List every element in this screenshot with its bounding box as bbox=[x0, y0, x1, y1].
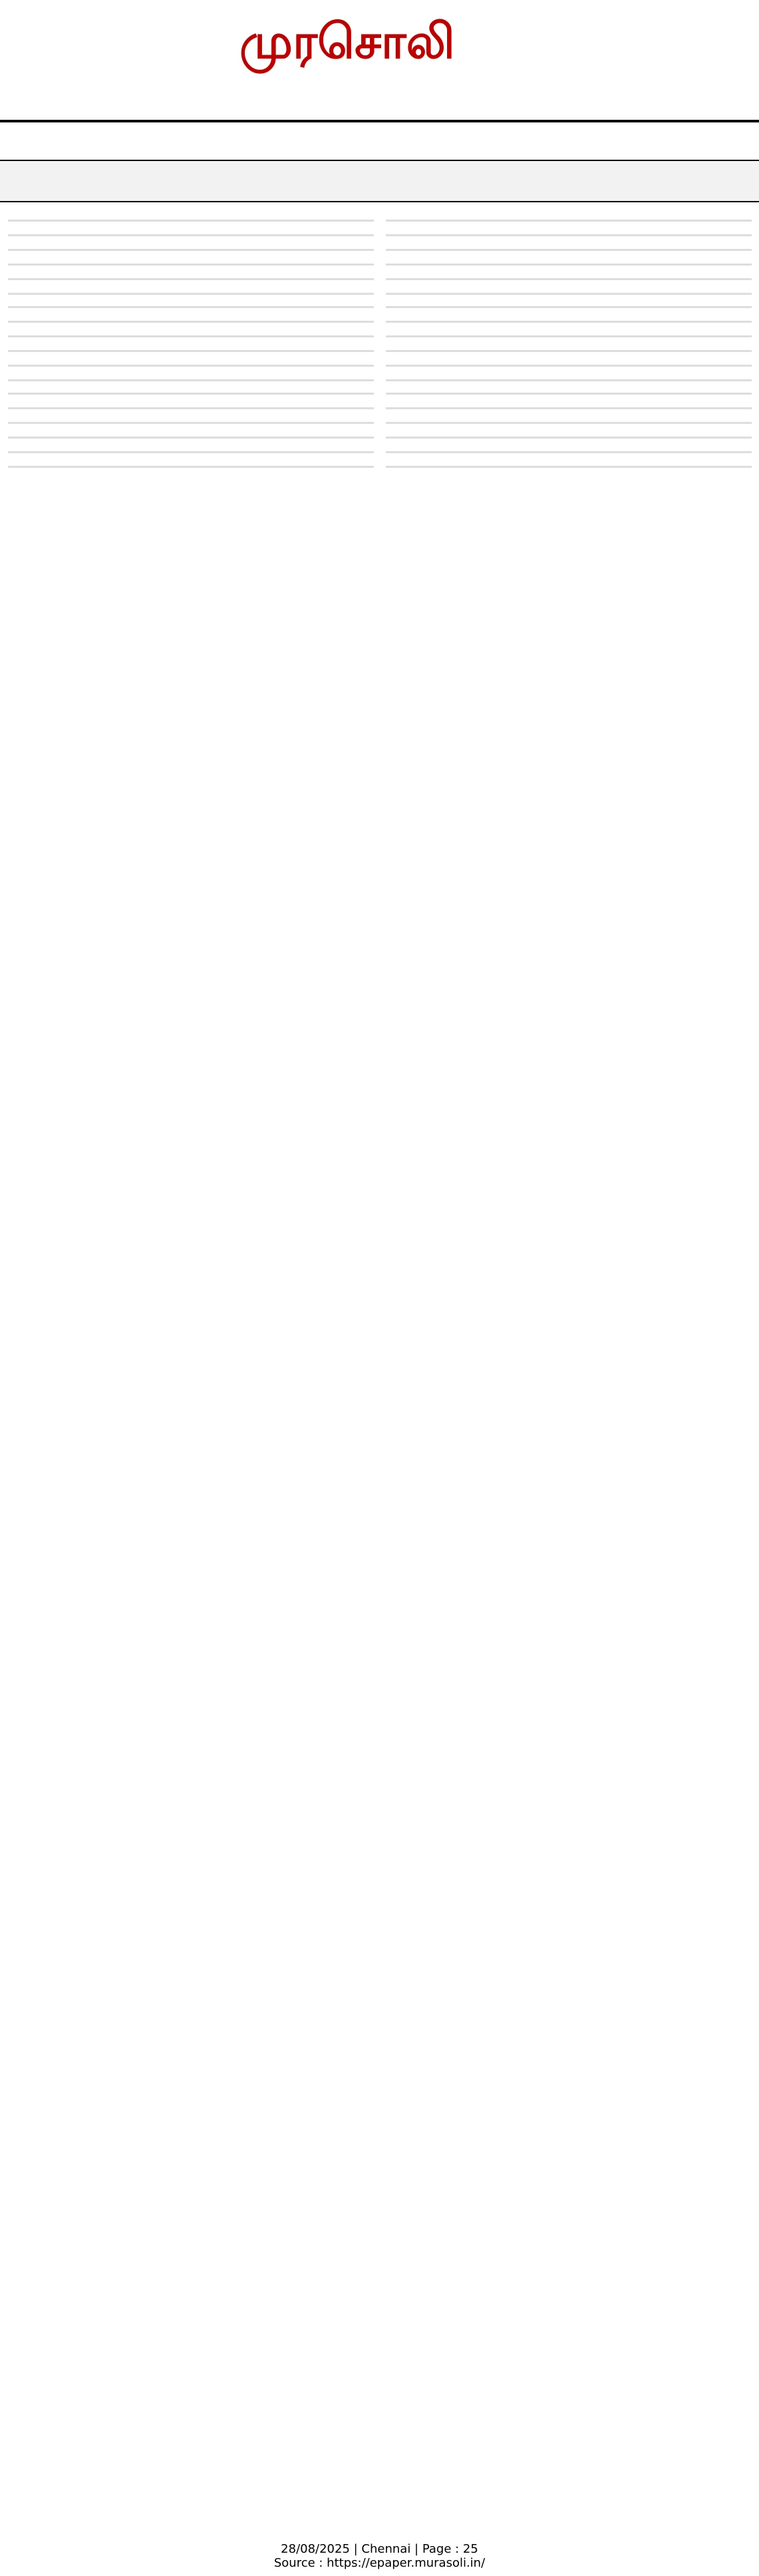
masthead bbox=[0, 0, 759, 122]
body-text bbox=[8, 393, 374, 472]
body-text bbox=[8, 220, 374, 299]
footer-date: 28/08/2025 | Chennai | Page : 25 bbox=[281, 2542, 478, 2556]
masthead-logo: முரசொலி bbox=[239, 13, 455, 69]
column-left bbox=[8, 220, 374, 2522]
body-text bbox=[386, 306, 752, 386]
footer bbox=[0, 2542, 759, 2569]
footer-source: Source : https://epaper.murasoli.in/ bbox=[273, 2556, 486, 2570]
column-right bbox=[386, 220, 752, 2522]
title-bar bbox=[0, 160, 759, 202]
body-text bbox=[8, 306, 374, 386]
body-text bbox=[386, 393, 752, 472]
body-text bbox=[386, 220, 752, 299]
